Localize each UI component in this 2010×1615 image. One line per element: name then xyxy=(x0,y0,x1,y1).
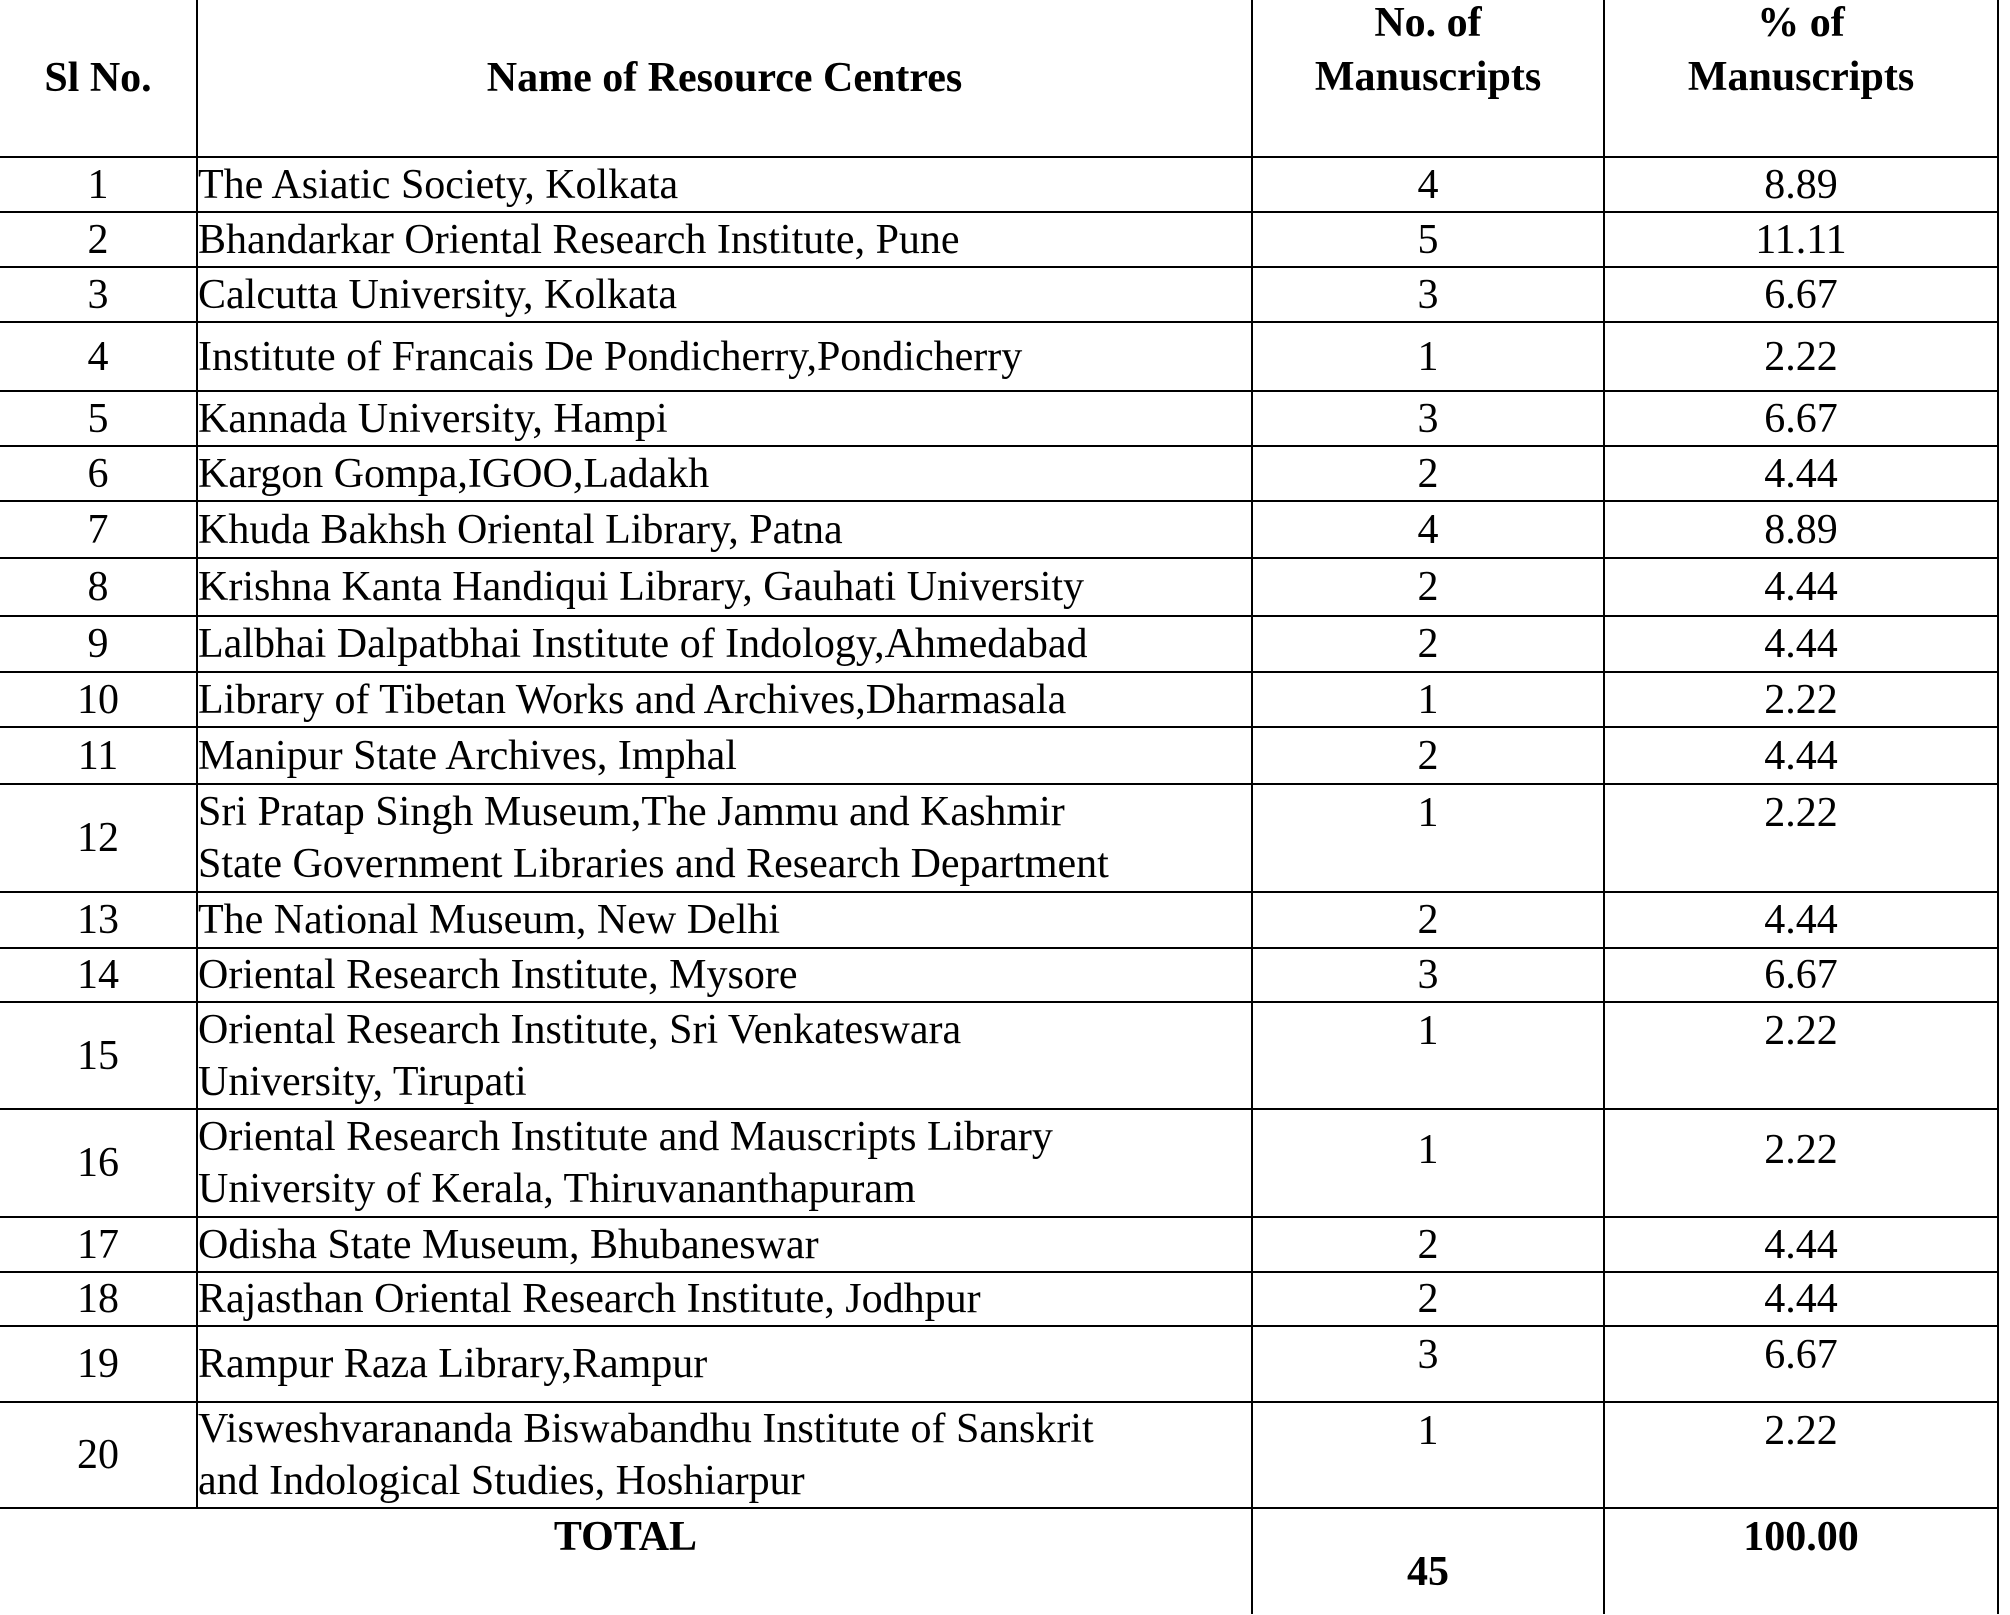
sl-cell: 16 xyxy=(0,1109,197,1217)
pct-cell: 4.44 xyxy=(1604,892,1998,948)
name-cell: Lalbhai Dalpatbhai Institute of Indology,Ahmedabad xyxy=(197,616,1252,672)
count-cell: 2 xyxy=(1252,1217,1604,1272)
header-pct-line2: Manuscripts xyxy=(1687,54,1915,100)
sl-cell: 12 xyxy=(0,784,197,892)
total-label: TOTAL xyxy=(0,1508,1252,1614)
pct-cell: 4.44 xyxy=(1604,616,1998,672)
header-pct-line1: % of xyxy=(1757,0,1845,46)
count-cell: 3 xyxy=(1252,267,1604,322)
sl-cell: 13 xyxy=(0,892,197,948)
name-cell xyxy=(197,784,1252,892)
name-cell: Oriental Research Institute, Mysore xyxy=(197,948,1252,1002)
name-cell xyxy=(197,1402,1252,1508)
header-pct xyxy=(1604,0,1998,157)
table-row xyxy=(0,1217,1998,1272)
name-line-2: University, Tirupati xyxy=(198,1058,527,1105)
table-row xyxy=(0,727,1998,784)
table-row xyxy=(0,672,1998,727)
table-row xyxy=(0,1272,1998,1326)
pct-cell: 6.67 xyxy=(1604,1326,1998,1402)
sl-cell: 14 xyxy=(0,948,197,1002)
count-cell: 4 xyxy=(1252,157,1604,212)
name-cell: The National Museum, New Delhi xyxy=(197,892,1252,948)
sl-cell: 11 xyxy=(0,727,197,784)
table-row xyxy=(0,948,1998,1002)
table-row xyxy=(0,391,1998,446)
count-cell: 2 xyxy=(1252,616,1604,672)
pct-cell: 6.67 xyxy=(1604,948,1998,1002)
count-cell: 2 xyxy=(1252,1272,1604,1326)
sl-cell: 10 xyxy=(0,672,197,727)
table-row xyxy=(0,267,1998,322)
name-line-1: Oriental Research Institute and Mauscripts Library xyxy=(198,1114,1053,1160)
name-cell: Calcutta University, Kolkata xyxy=(197,267,1252,322)
name-cell: Kargon Gompa,IGOO,Ladakh xyxy=(197,446,1252,501)
table-row xyxy=(0,1402,1998,1508)
sl-cell: 19 xyxy=(0,1326,197,1402)
count-cell: 3 xyxy=(1252,391,1604,446)
sl-cell: 7 xyxy=(0,501,197,558)
pct-cell: 2.22 xyxy=(1604,672,1998,727)
total-row xyxy=(0,1508,1998,1614)
count-cell: 1 xyxy=(1252,1402,1604,1508)
table-row xyxy=(0,616,1998,672)
table-row xyxy=(0,322,1998,391)
pct-cell: 4.44 xyxy=(1604,446,1998,501)
name-cell xyxy=(197,1109,1252,1217)
name-line-2: State Government Libraries and Research Department xyxy=(198,841,1109,887)
name-cell: Khuda Bakhsh Oriental Library, Patna xyxy=(197,501,1252,558)
sl-cell: 20 xyxy=(0,1402,197,1508)
sl-cell: 9 xyxy=(0,616,197,672)
sl-cell: 17 xyxy=(0,1217,197,1272)
pct-cell: 11.11 xyxy=(1604,212,1998,267)
pct-cell: 4.44 xyxy=(1604,727,1998,784)
sl-cell: 18 xyxy=(0,1272,197,1326)
name-cell: The Asiatic Society, Kolkata xyxy=(197,157,1252,212)
pct-cell: 4.44 xyxy=(1604,1272,1998,1326)
count-cell: 1 xyxy=(1252,1109,1604,1217)
count-cell: 1 xyxy=(1252,1002,1604,1109)
name-cell: Rajasthan Oriental Research Institute, Jodhpur xyxy=(197,1272,1252,1326)
count-cell: 3 xyxy=(1252,1326,1604,1402)
pct-cell: 6.67 xyxy=(1604,391,1998,446)
sl-cell: 1 xyxy=(0,157,197,212)
name-cell: Rampur Raza Library,Rampur xyxy=(197,1326,1252,1402)
pct-cell: 2.22 xyxy=(1604,1402,1998,1508)
pct-cell: 2.22 xyxy=(1604,322,1998,391)
table-row xyxy=(0,212,1998,267)
header-count-line2: Manuscripts xyxy=(1314,54,1542,100)
name-line-2: University of Kerala, Thiruvananthapuram xyxy=(198,1166,916,1212)
name-line-1: Visweshvarananda Biswabandhu Institute of Sanskrit xyxy=(198,1406,1094,1452)
table-row xyxy=(0,157,1998,212)
name-cell: Odisha State Museum, Bhubaneswar xyxy=(197,1217,1252,1272)
sl-cell: 3 xyxy=(0,267,197,322)
sl-cell: 15 xyxy=(0,1002,197,1109)
count-cell: 1 xyxy=(1252,784,1604,892)
name-line-1: Oriental Research Institute, Sri Venkateswara xyxy=(198,1006,962,1053)
header-count-line1: No. of xyxy=(1374,0,1482,46)
name-cell: Bhandarkar Oriental Research Institute, Pune xyxy=(197,212,1252,267)
count-cell: 3 xyxy=(1252,948,1604,1002)
header-count xyxy=(1252,0,1604,157)
sl-cell: 4 xyxy=(0,322,197,391)
count-cell: 4 xyxy=(1252,501,1604,558)
count-cell: 2 xyxy=(1252,446,1604,501)
pct-cell: 6.67 xyxy=(1604,267,1998,322)
count-cell: 1 xyxy=(1252,672,1604,727)
name-line-1: Sri Pratap Singh Museum,The Jammu and Kashmir xyxy=(198,789,1065,835)
count-cell: 5 xyxy=(1252,212,1604,267)
sl-cell: 6 xyxy=(0,446,197,501)
table-row xyxy=(0,501,1998,558)
count-cell: 2 xyxy=(1252,892,1604,948)
name-cell: Krishna Kanta Handiqui Library, Gauhati University xyxy=(197,558,1252,616)
count-cell: 2 xyxy=(1252,558,1604,616)
count-cell: 1 xyxy=(1252,322,1604,391)
name-cell xyxy=(197,1002,1252,1109)
pct-cell: 4.44 xyxy=(1604,558,1998,616)
name-cell: Institute of Francais De Pondicherry,Pondicherry xyxy=(197,322,1252,391)
pct-cell: 8.89 xyxy=(1604,157,1998,212)
table-row xyxy=(0,1326,1998,1402)
pct-cell: 4.44 xyxy=(1604,1217,1998,1272)
name-cell: Kannada University, Hampi xyxy=(197,391,1252,446)
count-cell: 2 xyxy=(1252,727,1604,784)
header-sl-no: Sl No. xyxy=(0,0,197,157)
table-row xyxy=(0,1109,1998,1217)
header-name: Name of Resource Centres xyxy=(197,0,1252,157)
table-row xyxy=(0,558,1998,616)
sl-cell: 5 xyxy=(0,391,197,446)
pct-cell: 2.22 xyxy=(1604,1002,1998,1109)
name-cell: Library of Tibetan Works and Archives,Dharmasala xyxy=(197,672,1252,727)
total-pct: 100.00 xyxy=(1604,1508,1998,1614)
total-count: 45 xyxy=(1252,1508,1604,1614)
pct-cell: 8.89 xyxy=(1604,501,1998,558)
table-row xyxy=(0,892,1998,948)
name-line-2: and Indological Studies, Hoshiarpur xyxy=(198,1458,805,1504)
table-row xyxy=(0,784,1998,892)
pct-cell: 2.22 xyxy=(1604,784,1998,892)
name-cell: Manipur State Archives, Imphal xyxy=(197,727,1252,784)
sl-cell: 2 xyxy=(0,212,197,267)
table-row xyxy=(0,1002,1998,1109)
header-row xyxy=(0,0,1998,157)
pct-cell: 2.22 xyxy=(1604,1109,1998,1217)
sl-cell: 8 xyxy=(0,558,197,616)
table-row xyxy=(0,446,1998,501)
